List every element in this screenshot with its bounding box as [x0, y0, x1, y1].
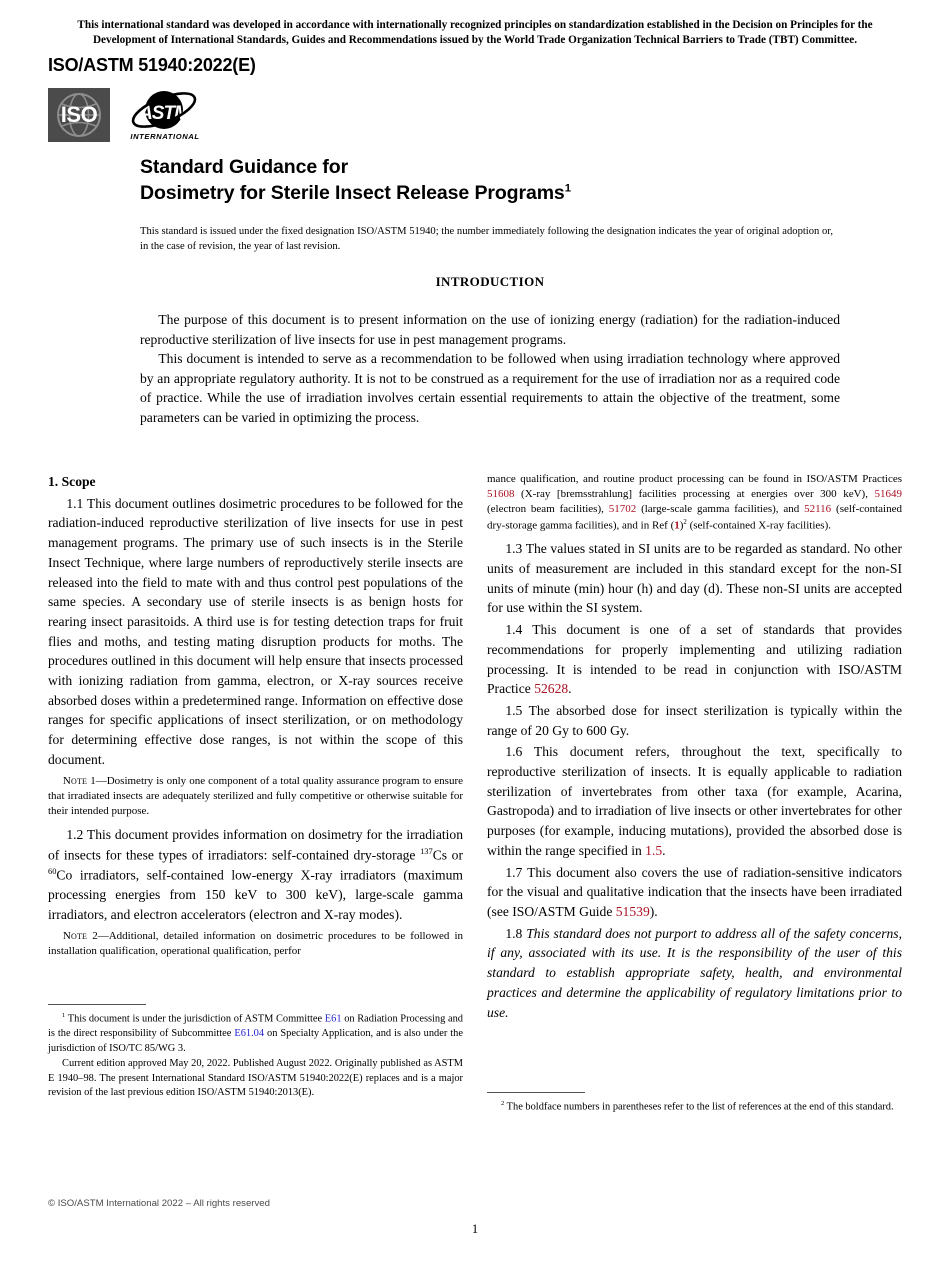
title-footnote-marker: 1: [564, 182, 571, 195]
co60-superscript: 60: [48, 866, 57, 876]
copyright-notice: © ISO/ASTM International 2022 – All rights reserved: [48, 1198, 270, 1209]
title-line-2-text: Dosimetry for Sterile Insect Release Programs: [140, 181, 565, 204]
clause-1-6-text-b: .: [662, 842, 666, 858]
note-1-text: —Dosimetry is only one component of a total quality assurance program to ensure that irradiated insects are adequately sterilized and fully competitive or otherwise suitable for their intended purpose.: [48, 774, 464, 817]
astm-mark-icon: [128, 88, 202, 134]
cs137-symbol: Cs: [432, 847, 448, 863]
clause-1-4: [487, 620, 902, 699]
note-2-text-c: (electron beam facilities),: [487, 503, 609, 516]
column-left: [48, 472, 463, 965]
note-2-text-f: (self-contained X-ray facilities).: [686, 519, 831, 532]
note-2-text-e: (self-contained dry-storage gamma facilities), and in Ref (: [487, 503, 902, 532]
clause-1-5: 1.5 The absorbed dose for insect sterilization is typically within the range of 20 Gy to 600 Gy.: [487, 702, 902, 738]
footnote-2: [487, 1099, 902, 1115]
footnote-1-text-c: on Specialty Application, and is also under the jurisdiction of ISO/TC 85/WG 3.: [48, 1028, 463, 1054]
footnote-2-text: The boldface numbers in parentheses refer to the list of references at the end of this standard.: [504, 1101, 894, 1113]
footnote-link-e61[interactable]: E61: [324, 1013, 342, 1025]
reference-link-51702[interactable]: 51702: [608, 503, 637, 516]
page-number: 1: [471, 1222, 479, 1236]
issue-statement: This standard is issued under the fixed designation ISO/ASTM 51940; the number immediately following the designation indicates the year of original adoption or, in the case of revision, the year of last revision.: [140, 226, 834, 253]
footnote-1-edition: Current edition approved May 20, 2022. Published August 2022. Originally published as ASTM E 1940–98. The present International Standard ISO/ASTM 51940:2022(E) replaces and is a major revision of the last previous edition ISO/ASTM 51940:2013(E).: [48, 1057, 463, 1099]
footnote-2-marker: 2: [501, 1100, 505, 1107]
iso-logo-text: ISO: [60, 102, 98, 127]
footnote-1-text-a: This document is under the jurisdiction of ASTM Committee: [65, 1013, 325, 1025]
footnote-1: [48, 1011, 463, 1057]
reference-link-52116[interactable]: 52116: [804, 503, 832, 516]
reference-link-51608[interactable]: 51608: [487, 488, 515, 501]
clause-1-2: [48, 825, 463, 925]
note-2-footnote-marker: 2: [683, 518, 687, 526]
footnote-rule: [487, 1092, 585, 1093]
footnote-left: [48, 1004, 463, 1101]
introduction-paragraph: This document is intended to serve as a recommendation to be followed when using irradiation technology where approved by an appropriate regulatory authority. It is not to be construed as a requirement for the use of irradiation nor as a required code of practice. While the use of irradiation involves certain essential requirements to attain the objective of the treatment, some parameters can be varied in optimizing the process.: [140, 351, 840, 425]
footnote-1-text-b: on Radiation Processing and is the direct responsibility of Subcommittee: [48, 1013, 463, 1040]
note-2-text-a: —Additional, detailed information on dosimetric procedures to be followed in installation qualification, operational qualification, perfor: [48, 929, 463, 957]
clause-1-7: [487, 863, 902, 922]
introduction-heading: INTRODUCTION: [435, 274, 545, 289]
reference-link-51539[interactable]: 51539: [615, 904, 650, 919]
note-2-text-d: (large-scale gamma facilities), and: [636, 503, 805, 516]
co60-symbol: Co: [56, 867, 73, 883]
astm-logo-subtext: INTERNATIONAL: [130, 132, 200, 141]
clause-1-3: 1.3 The values stated in SI units are to be regarded as standard. No other units of measurement are included in this standard except for the non-SI units of minute (min) hour (h) and day (d). These non-SI units are accepted for use within the SI system.: [487, 541, 902, 616]
note-1-label: Note: [62, 774, 88, 787]
clause-1-4-text-a: 1.4 This document is one of a set of standards that provides recommendations for properly implementing and utilizing radiation processing. It is intended to be read in conjunction with ISO/ASTM Practice: [487, 622, 902, 697]
clause-1-2-part-b: or: [447, 847, 463, 863]
note-2-label: Note: [62, 929, 88, 942]
clause-1-7-text-a: 1.7 This document also covers the use of radiation-sensitive indicators for the visual and qualitative indication that the insects have been irradiated (see ISO/ASTM Guide: [487, 864, 902, 919]
clause-1-6: [487, 742, 902, 860]
clause-1-2-part-a: 1.2 This document provides information on dosimetry for the irradiation of insects for these types of irradiators: self-contained dry-storage: [48, 827, 463, 863]
note-1: [48, 774, 463, 820]
page-title: [140, 155, 900, 207]
title-line-2: [140, 181, 900, 207]
title-line-1: Standard Guidance for: [140, 156, 349, 178]
astm-logo: [128, 88, 202, 142]
note-2: [48, 929, 463, 959]
iso-logo: [48, 88, 110, 142]
standard-designation: ISO/ASTM 51940:2022(E): [48, 55, 256, 75]
clause-1-8-number: 1.8: [505, 925, 527, 941]
footnote-1-marker: 1: [62, 1012, 66, 1019]
introduction-body: [140, 310, 840, 427]
footnote-right: [487, 1092, 902, 1115]
clause-1-8-text: This standard does not purport to address all of the safety concerns, if any, associated with its use. It is the responsibility of the user of this standard to establish appropriate safety, health, and environmental practices and determine the applicability of regulatory limitations prior to use.: [487, 925, 902, 1020]
reference-link-52628[interactable]: 52628: [534, 681, 569, 697]
note-1-number: 1: [90, 774, 96, 787]
section-heading-scope: 1. Scope: [48, 474, 96, 489]
note-2-text-b: (X-ray [bremsstrahlung] facilities processing at energies over 300 keV),: [514, 488, 875, 501]
clause-1-7-text-b: ).: [649, 904, 658, 919]
note-2-continuation: mance qualification, and routine product processing can be found in ISO/ASTM Practices 51608 (X-ray [bremsstrahlung] facilities processing at energies over 300 keV), 51649 (electron beam facilities), 51702 (large-scale gamma facilities), and 52116 (self-contained dry-storage gamma facilities), and in Ref $(1)^2$ (self-contained X-ray facilities).: [487, 473, 902, 532]
footnote-link-e61-04[interactable]: E61.04: [234, 1028, 265, 1040]
svg-text:ASTM: ASTM: [139, 103, 189, 124]
footnote-rule: [48, 1004, 146, 1005]
clause-1-1: 1.1 This document outlines dosimetric procedures to be followed for the radiation-induced reproductive sterilization of live insects for use in pest management programs. The primary use of such insects is in the Sterile Insect Technique, where large numbers of reproductively sterile insects are released into the field to mate with and thus control pest populations of the same species. A secondary use of sterile insects is as benign hosts for rearing insect parasitoids. A third use is for testing detection traps for fruit flies and moths, and testing mating disruption products for moths. The procedures outlined in this document will help ensure that insects processed with ionizing radiation from gamma, electron, or X-ray sources receive absorbed doses within a predetermined range. Information on effective dose ranges for specific applications of insect sterilization, or on methodology for determining effective dose ranges, is not within the scope of this document.: [48, 495, 463, 767]
reference-link-1[interactable]: 1: [674, 519, 680, 532]
tbt-banner: This international standard was developed in accordance with internationally recognized principles on standardization established in the Decision on Principles for the Development of International Standards, Guides and Recommendations issued by the World Trade Organization Technical Barriers to Trade (TBT) Committee.: [77, 19, 873, 47]
clause-1-4-text-b: .: [568, 681, 572, 697]
clause-1-2-part-c: irradiators, self-contained low-energy X-ray irradiators (maximum processing energies from 150 keV to 300 keV), large-scale gamma irradiators, and electron accelerators (electron and X-ray modes).: [48, 867, 463, 922]
column-right: [487, 472, 902, 1022]
reference-link-51649[interactable]: 51649: [874, 488, 902, 501]
cs137-superscript: 137: [420, 845, 433, 856]
logo-group: [48, 88, 202, 144]
introduction-paragraph: The purpose of this document is to present information on the use of ionizing energy (radiation) for the radiation-induced reproductive sterilization of live insects for use in pest management programs.: [140, 312, 840, 347]
note-2-number: 2: [92, 929, 98, 942]
clause-1-8: [487, 924, 902, 1023]
note-2-cont-text-a: mance qualification, and routine product processing can be found in ISO/ASTM Practices: [487, 473, 902, 485]
reference-link-1-5[interactable]: 1.5: [645, 842, 663, 858]
clause-1-6-text-a: 1.6 This document refers, throughout the text, specifically to reproductive sterilization of insects. It is equally applicable to radiation sterilization of invertebrates from other taxa (for example, Acarina, Gastropoda) and to irradiation of live insects or other invertebrates for other purposes (for example, inducing mutations), provided the absorbed dose is within the range specified in: [487, 744, 902, 858]
